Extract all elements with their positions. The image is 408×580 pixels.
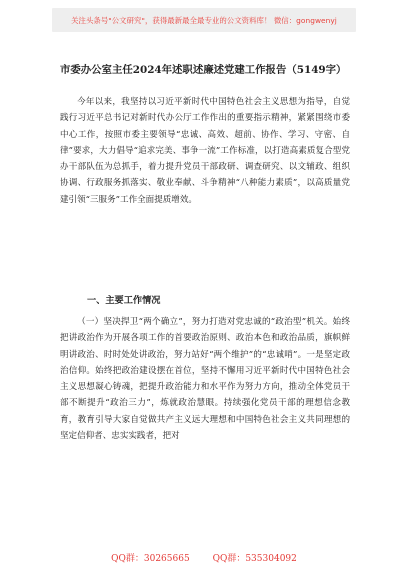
section-heading: 一、主要工作情况: [87, 295, 161, 306]
footer-qq-groups: QQ群：30265665 QQ群：535304092: [111, 554, 297, 564]
intro-paragraph: 今年以来，我坚持以习近平新时代中国特色社会主义思想为指导，自觉践行习近平总书记对新时代办公厅工作作出的重要指示精神，紧紧围绕市委中心工作，按照市委主要领导“忠诚、高效、超前、协作、学习、守密、自律”要求，大力倡导“追求完美、事争一流”工作标准，以打造高素质复合型党办干部队伍为总抓手，着力提升党员干部政研、调查研究、以文辅政、组织协调、行政服务抓落实、敬业奉献、斗争精神“八种能力素质”，以高质量党建引领“三服务”工作全面提质增效。: [60, 97, 350, 205]
section-paragraph: （一）坚决捍卫“两个确立”，努力打造对党忠诚的“政治型”机关。始终把讲政治作为开展各项工作的首要政治原则、政治本色和政治品质，旗帜鲜明讲政治、时时处处讲政治，努力站好“两个维护”的“忠诚哨”。一是坚定政治信仰。始终把政治建设摆在首位，坚持不懈用习近平新时代中国特色社会主义思想凝心铸魂，把提升政治能力和水平作为努力方向，推动全体党员干部不断提升“政治三力”，炼就政治慧眼。持续强化党员干部的理想信念教育，教育引导大家自觉做共产主义远大理想和中国特色社会主义共同理想的坚定信仰者、忠实实践者，把对: [60, 317, 350, 442]
document-title: 市委办公室主任2024年述职述廉述党建工作报告（5149字）: [60, 64, 347, 76]
promo-banner: [52, 8, 356, 32]
promo-banner-text: 关注头条号"公文研究"，获得最新最全最专业的公文资料库！ 微信：gongwenyj: [71, 15, 337, 25]
